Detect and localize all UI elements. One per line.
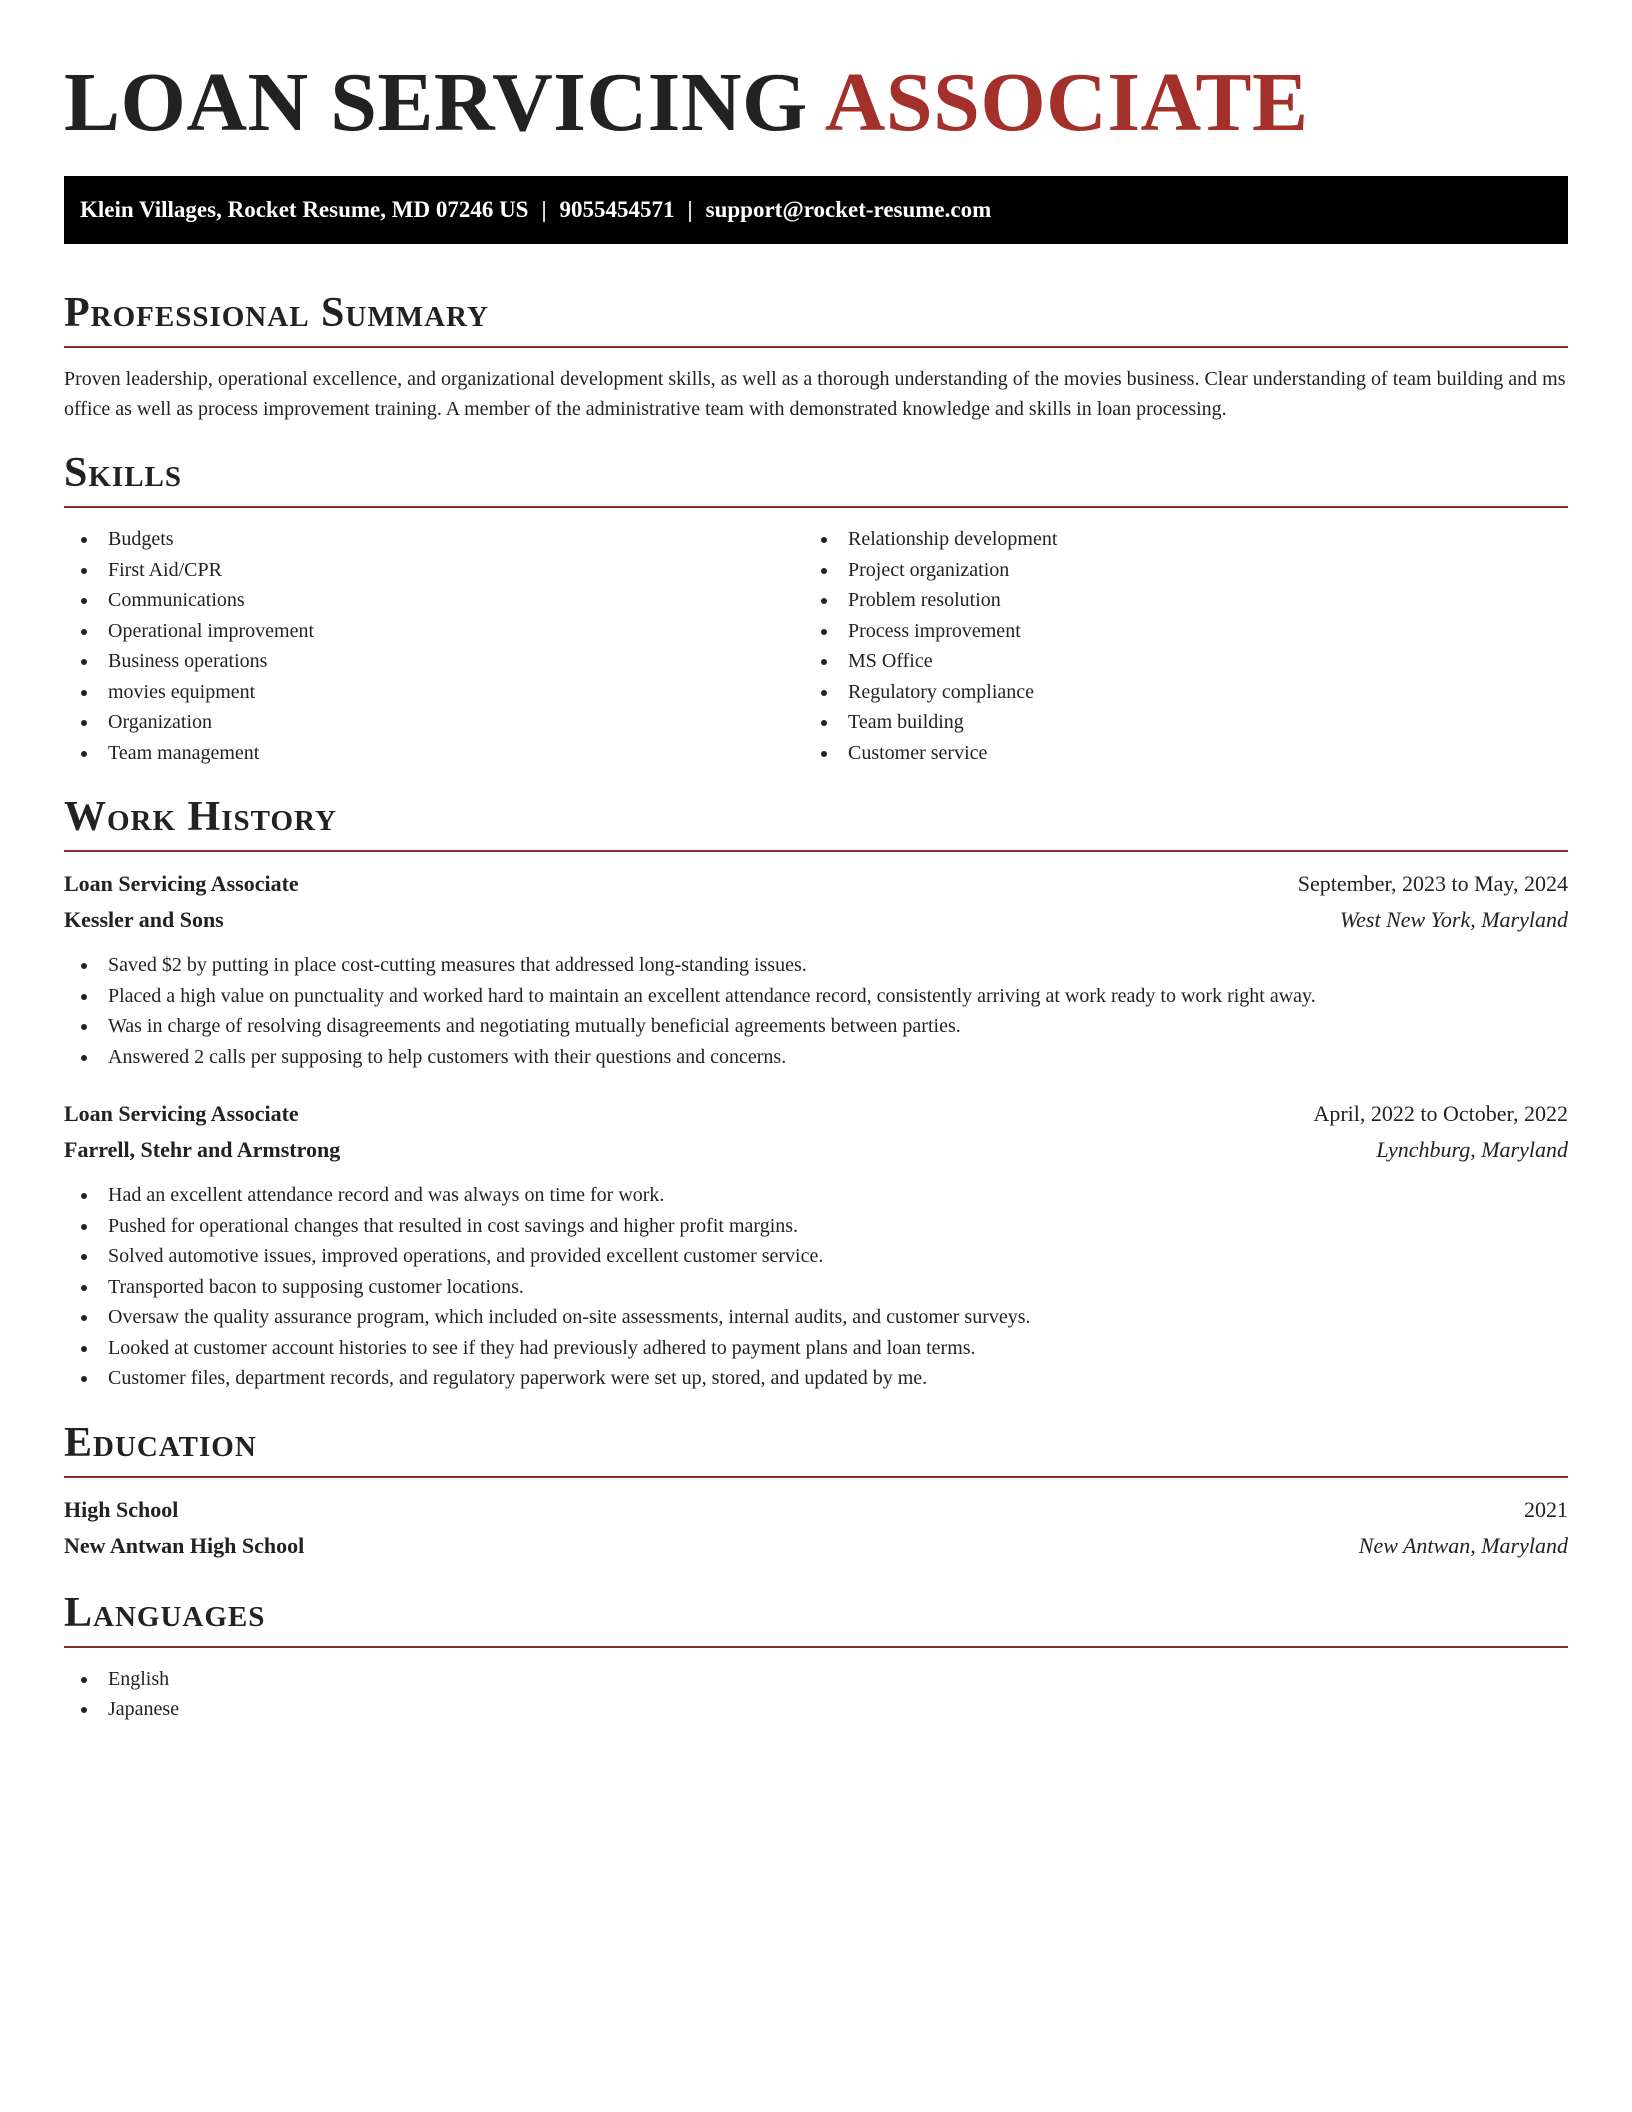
education-degree-row (64, 1492, 1568, 1528)
job-duty-item: Customer files, department records, and regulatory paperwork were set up, stored, and updated by me. (64, 1363, 1568, 1394)
language-item: English (64, 1664, 1568, 1695)
skill-item: Budgets (64, 524, 804, 555)
education-section (64, 1418, 1568, 1564)
skills-column-right (804, 524, 1544, 768)
skill-item: movies equipment (64, 677, 804, 708)
job-duty-item: Saved $2 by putting in place cost-cutting measures that addressed long-standing issues. (64, 950, 1568, 981)
skill-item: Organization (64, 707, 804, 738)
job-duty-item: Looked at customer account histories to see if they had previously adhered to payment plans and loan terms. (64, 1333, 1568, 1364)
contact-email: support@rocket-resume.com (705, 197, 992, 222)
skills-list-left (64, 524, 804, 768)
job-duty-item: Answered 2 calls per supposing to help customers with their questions and concerns. (64, 1042, 1568, 1073)
skill-item: Team building (804, 707, 1544, 738)
education-entry (64, 1492, 1568, 1564)
job-duty-item: Was in charge of resolving disagreements and negotiating mutually beneficial agreements between parties. (64, 1011, 1568, 1042)
contact-bar (64, 176, 1568, 244)
job-title: Loan Servicing Associate (64, 871, 299, 896)
education-location: New Antwan, Maryland (1358, 1532, 1568, 1558)
skills-list-right (804, 524, 1544, 768)
skill-item: Customer service (804, 738, 1544, 769)
languages-heading: Languages (64, 1589, 266, 1636)
skill-item: MS Office (804, 646, 1544, 677)
summary-text: Proven leadership, operational excellence, and organizational development skills, as well as a thorough understanding of the movies business. Clear understanding of team building and ms office as well as process improvement training. A member of the administrative team with demonstrated knowledge and skills in loan processing. (64, 368, 1566, 420)
job-duties-list (64, 950, 1568, 1072)
skill-item: First Aid/CPR (64, 555, 804, 586)
section-divider (64, 1646, 1568, 1648)
language-item: Japanese (64, 1694, 1568, 1725)
skill-item: Team management (64, 738, 804, 769)
name-first-part: LOAN SERVICING (64, 56, 808, 149)
work-history-heading: Work History (64, 794, 337, 840)
job-entry (64, 1096, 1568, 1394)
job-dates: September, 2023 to May, 2024 (1297, 871, 1568, 896)
job-title-row (64, 1096, 1568, 1132)
skill-item: Relationship development (804, 524, 1544, 555)
name-accent-part: ASSOCIATE (824, 56, 1309, 149)
contact-separator: | (687, 197, 693, 222)
job-company-row (64, 902, 1568, 938)
job-duty-item: Pushed for operational changes that resulted in cost savings and higher profit margins. (64, 1211, 1568, 1242)
job-entry (64, 866, 1568, 1072)
languages-list (64, 1664, 1568, 1725)
job-duty-item: Had an excellent attendance record and was always on time for work. (64, 1180, 1568, 1211)
summary-heading: Professional Summary (64, 290, 489, 336)
summary-section (64, 288, 1568, 424)
job-company: Farrell, Stehr and Armstrong (64, 1137, 341, 1162)
job-company-row (64, 1132, 1568, 1168)
work-history-section (64, 792, 1568, 1394)
education-school-row (64, 1528, 1568, 1564)
education-school: New Antwan High School (64, 1532, 305, 1558)
skill-item: Problem resolution (804, 585, 1544, 616)
candidate-name (64, 0, 1568, 148)
languages-section (64, 1588, 1568, 1725)
education-heading: Education (64, 1419, 257, 1466)
resume-page (64, 0, 1568, 1725)
skill-item: Process improvement (804, 616, 1544, 647)
education-degree: High School (64, 1496, 179, 1522)
section-divider (64, 850, 1568, 852)
job-duties-list (64, 1180, 1568, 1394)
section-divider (64, 506, 1568, 508)
education-year: 2021 (1524, 1496, 1568, 1522)
job-location: Lynchburg, Maryland (1376, 1137, 1568, 1162)
skills-heading: Skills (64, 450, 183, 496)
job-duty-item: Placed a high value on punctuality and worked hard to maintain an excellent attendance record, consistently arriving at work ready to work right away. (64, 981, 1568, 1012)
job-duty-item: Solved automotive issues, improved operations, and provided excellent customer service. (64, 1241, 1568, 1272)
job-duty-item: Transported bacon to supposing customer locations. (64, 1272, 1568, 1303)
job-title-row (64, 866, 1568, 902)
skill-item: Communications (64, 585, 804, 616)
skills-grid (64, 524, 1568, 768)
contact-phone: 9055454571 (559, 197, 675, 222)
job-duty-item: Oversaw the quality assurance program, which included on-site assessments, internal audits, and customer surveys. (64, 1302, 1568, 1333)
job-dates: April, 2022 to October, 2022 (1313, 1101, 1568, 1126)
skills-column-left (64, 524, 804, 768)
skills-section (64, 448, 1568, 768)
skill-item: Regulatory compliance (804, 677, 1544, 708)
contact-address: Klein Villages, Rocket Resume, MD 07246 US (80, 197, 529, 222)
job-location: West New York, Maryland (1339, 907, 1568, 932)
skill-item: Business operations (64, 646, 804, 677)
skill-item: Operational improvement (64, 616, 804, 647)
skill-item: Project organization (804, 555, 1544, 586)
job-title: Loan Servicing Associate (64, 1101, 299, 1126)
job-company: Kessler and Sons (64, 907, 224, 932)
contact-separator: | (541, 197, 547, 222)
section-divider (64, 1476, 1568, 1478)
section-divider (64, 346, 1568, 348)
